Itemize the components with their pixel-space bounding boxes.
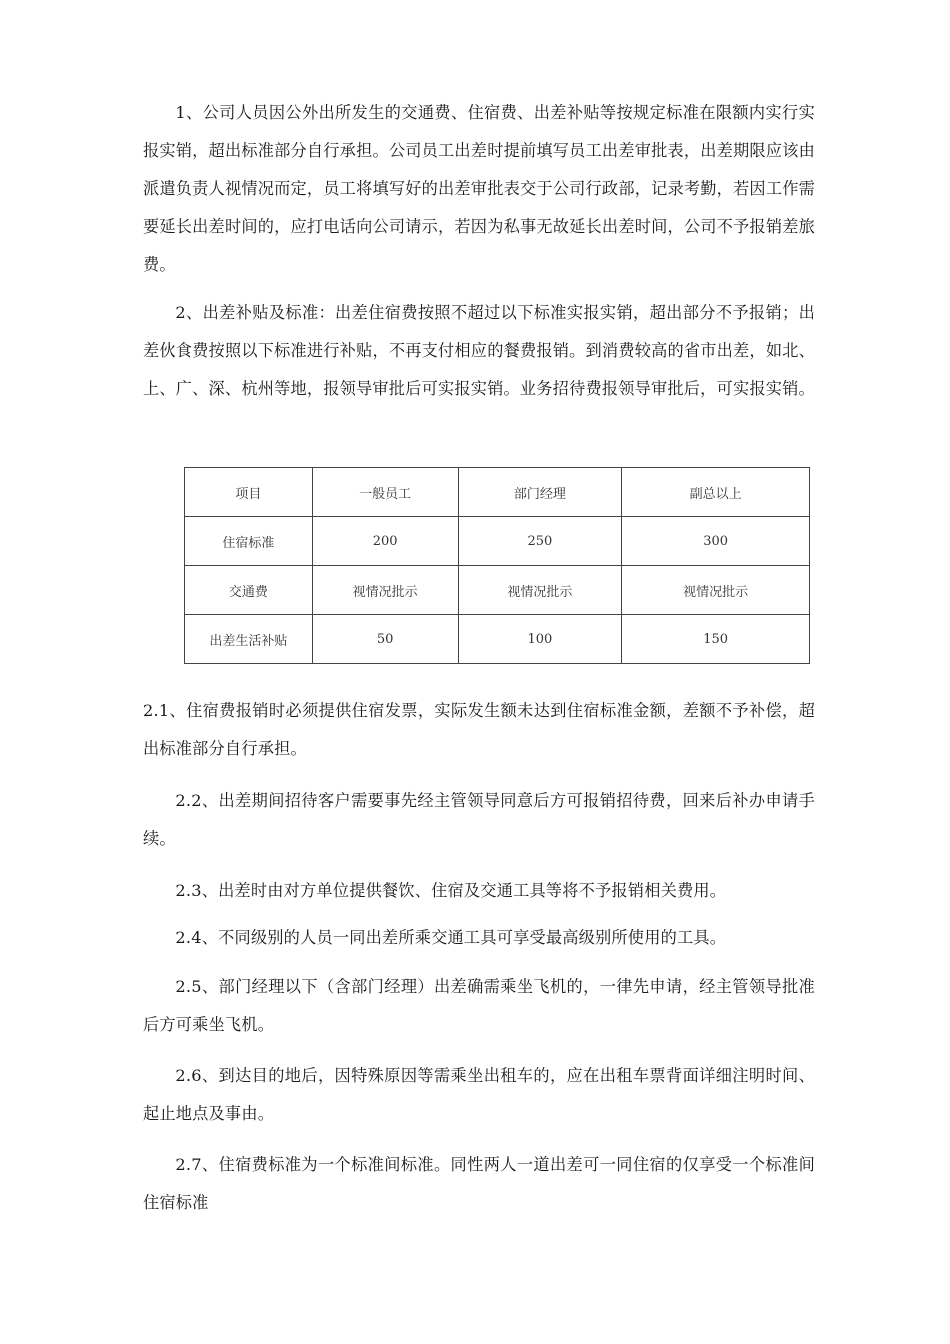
travel-standard-table: [184, 467, 810, 664]
table-cell: 视情况批示: [458, 566, 622, 615]
table-row: [185, 615, 810, 664]
paragraph-2-3: 2.3、出差时由对方单位提供餐饮、住宿及交通工具等将不予报销相关费用。: [175, 881, 727, 900]
table-cell: 视情况批示: [312, 566, 458, 615]
table-row: [185, 566, 810, 615]
paragraph-2-7: 2.7、住宿费标准为一个标准间标准。同性两人一道出差可一同住宿的仅享受一个标准间住宿标准: [143, 1155, 815, 1212]
table-cell: 50: [312, 615, 458, 664]
table-row: [185, 517, 810, 566]
table-cell: 200: [312, 517, 458, 566]
table-header-row: [185, 468, 810, 517]
table-cell: 100: [458, 615, 622, 664]
paragraph-1: 1、公司人员因公外出所发生的交通费、住宿费、出差补贴等按规定标准在限额内实行实报实销，超出标准部分自行承担。公司员工出差时提前填写员工出差审批表，出差期限应该由派遣负责人视情况而定，员工将填写好的出差审批表交于公司行政部，记录考勤，若因工作需要延长出差时间的，应打电话向公司请示，若因为私事无故延长出差时间，公司不予报销差旅费。: [143, 103, 815, 274]
paragraph-2-2: 2.2、出差期间招待客户需要事先经主管领导同意后方可报销招待费，回来后补办申请手续。: [143, 791, 815, 848]
table-header-cell: 一般员工: [312, 468, 458, 517]
table-cell: 300: [622, 517, 810, 566]
paragraph-2-6: 2.6、到达目的地后，因特殊原因等需乘坐出租车的，应在出租车票背面详细注明时间、起止地点及事由。: [143, 1066, 815, 1123]
table-cell: 150: [622, 615, 810, 664]
table-header-cell: 部门经理: [458, 468, 622, 517]
paragraph-2-1: 2.1、住宿费报销时必须提供住宿发票，实际发生额未达到住宿标准金额，差额不予补偿，超出标准部分自行承担。: [143, 701, 815, 758]
paragraph-2: 2、出差补贴及标准：出差住宿费按照不超过以下标准实报实销，超出部分不予报销；出差伙食费按照以下标准进行补贴，不再支付相应的餐费报销。到消费较高的省市出差，如北、上、广、深、杭州等地，报领导审批后可实报实销。业务招待费报领导审批后，可实报实销。: [143, 303, 815, 398]
table-cell: 250: [458, 517, 622, 566]
table-header-cell: 项目: [185, 468, 313, 517]
table-cell: 交通费: [185, 566, 313, 615]
paragraph-2-5: 2.5、部门经理以下（含部门经理）出差确需乘坐飞机的，一律先申请，经主管领导批准后方可乘坐飞机。: [143, 977, 815, 1034]
table-cell: 住宿标准: [185, 517, 313, 566]
table-header-cell: 副总以上: [622, 468, 810, 517]
paragraph-2-4: 2.4、不同级别的人员一同出差所乘交通工具可享受最高级别所使用的工具。: [175, 928, 727, 947]
table-cell: 出差生活补贴: [185, 615, 313, 664]
table-cell: 视情况批示: [622, 566, 810, 615]
